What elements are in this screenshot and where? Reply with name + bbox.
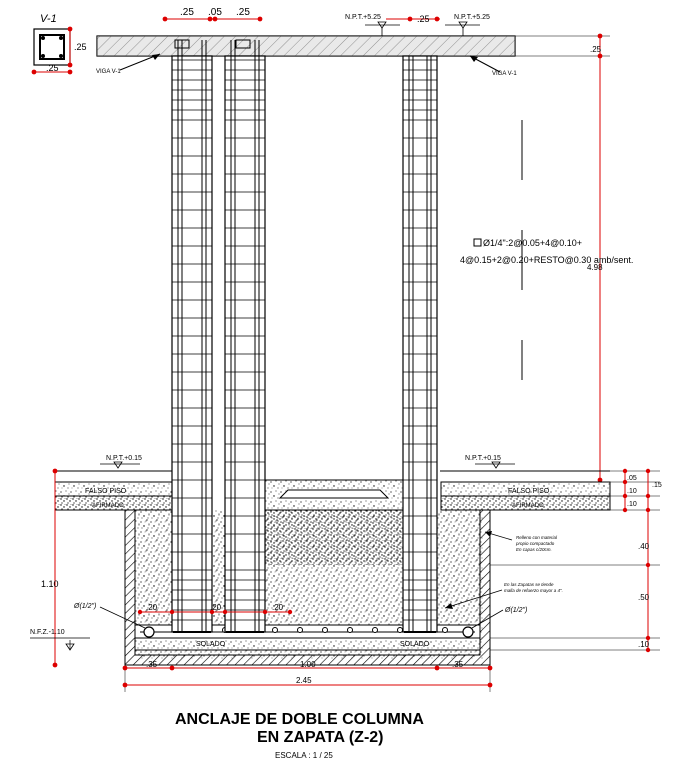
stirrup-note xyxy=(460,120,633,380)
npt-low-left: N.P.T.+0.15 xyxy=(106,455,142,462)
beam-label-right: VIGA V-1 xyxy=(492,71,517,77)
note-fill-1: Relleno con material xyxy=(516,535,558,540)
bottom-dim-3: .35 xyxy=(452,660,464,669)
gap-dim: .25 xyxy=(417,14,430,24)
middle-slab xyxy=(262,480,407,510)
note-fill-2: propio compactado xyxy=(516,541,555,546)
rs-dim-5: .40 xyxy=(638,542,650,551)
top-dim-1: .25 xyxy=(180,7,194,18)
note-mesh-1: En las Zapatas se tiende xyxy=(504,582,554,587)
falso-piso-right: FALSO PISO xyxy=(508,488,550,495)
npt-top-right: N.P.T.+5.25 xyxy=(454,14,490,21)
npt-top-left: N.P.T.+5.25 xyxy=(345,14,381,21)
rs-dim-7: .10 xyxy=(638,640,650,649)
title-line-2: EN ZAPATA (Z-2) xyxy=(257,729,384,746)
ground-right xyxy=(440,455,610,510)
afirmado-left: AFIRMADO xyxy=(92,503,124,509)
top-dim-3: .25 xyxy=(236,7,250,18)
rs-dim-4: .15 xyxy=(652,482,662,489)
top-dimensions xyxy=(163,7,440,24)
section-width-label: .25 xyxy=(74,42,87,52)
column-section xyxy=(32,13,87,74)
title-block xyxy=(175,711,424,760)
note-mesh-2: malla de refuerzo mayor a 4". xyxy=(504,588,563,593)
total-width-label: 2.45 xyxy=(296,676,312,685)
section-height-label: .25 xyxy=(46,63,59,73)
bottom-dim-1: .35 xyxy=(146,660,158,669)
rs-dim-2: .10 xyxy=(627,488,637,495)
note-fill-3: En capas c/20cm. xyxy=(516,547,552,552)
left-height-label: 1.10 xyxy=(41,579,59,589)
stirrup-text-1: Ø1/4":2@0.05+4@0.10+ xyxy=(483,238,583,248)
scale-label: ESCALA : 1 / 25 xyxy=(275,751,333,760)
top-dim-2: .05 xyxy=(208,7,222,18)
npt-low-right: N.P.T.+0.15 xyxy=(465,455,501,462)
ground-left xyxy=(55,455,175,510)
spacing-label-1: .20 xyxy=(146,603,158,612)
rs-dim-1: .05 xyxy=(627,475,637,482)
column-right xyxy=(403,56,437,632)
afirmado-right: AFIRMADO xyxy=(512,503,544,509)
rs-dim-6: .50 xyxy=(638,593,650,602)
top-beam xyxy=(96,36,517,77)
solado-left: SOLADO xyxy=(196,641,226,648)
section-code: V-1 xyxy=(40,13,57,25)
rebar-label-right: Ø(1/2") xyxy=(505,607,528,614)
falso-piso-left: FALSO PISO xyxy=(85,488,127,495)
spacing-label-3: .20 xyxy=(272,603,284,612)
bottom-dim-2: 1.00 xyxy=(300,660,316,669)
nfz-label: N.F.Z.-1.10 xyxy=(30,629,65,636)
solado-right: SOLADO xyxy=(400,641,430,648)
beam-label-left: VIGA V-1 xyxy=(96,69,121,75)
stirrup-text-2: 4@0.15+2@0.20+RESTO@0.30 amb/sent. xyxy=(460,255,634,265)
rs-dim-3: .10 xyxy=(627,501,637,508)
title-line-1: ANCLAJE DE DOBLE COLUMNA xyxy=(175,711,424,728)
beam-height-label: .25 xyxy=(590,45,602,54)
spacing-label-2: .20 xyxy=(210,603,222,612)
rebar-label-left: Ø(1/2") xyxy=(74,603,97,610)
total-height-label: 4.98 xyxy=(587,263,603,272)
